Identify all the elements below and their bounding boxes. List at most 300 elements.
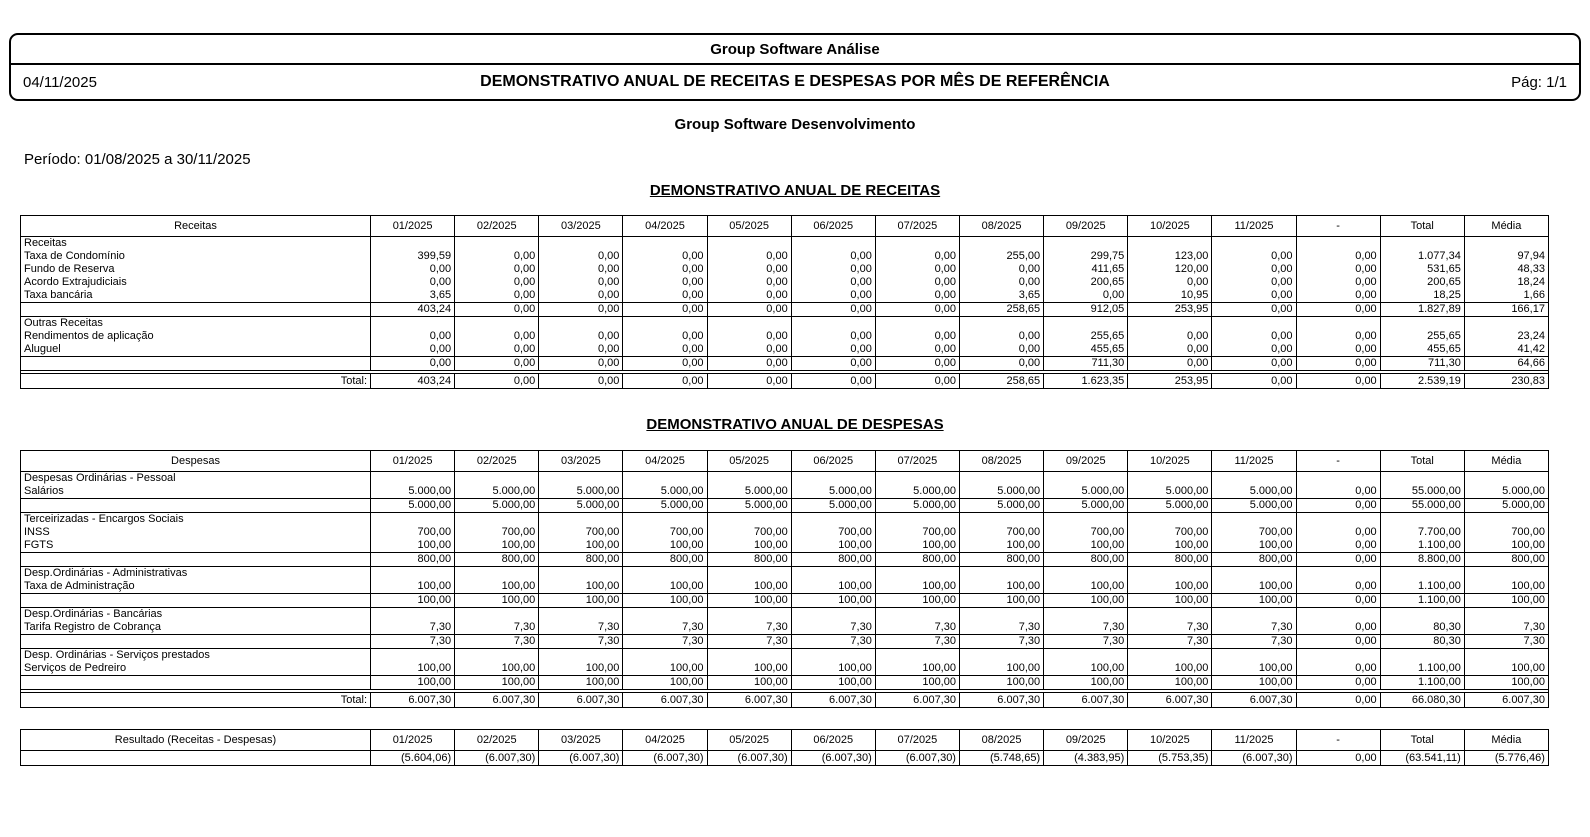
value-cell: 0,00 [1296,330,1380,343]
subtotal-cell: 7,30 [623,635,707,649]
value-cell: 0,00 [1296,539,1380,553]
column-header-month: 04/2025 [623,451,707,472]
subtotal-cell: 0,00 [455,357,539,371]
group-label: Terceirizadas - Encargos Sociais [21,513,371,527]
value-cell: 100,00 [1044,662,1128,676]
value-cell: 531,65 [1380,263,1464,276]
value-cell: 7,30 [1128,621,1212,635]
value-cell: 5.000,00 [371,485,455,499]
subtotal-cell: 403,24 [371,303,455,317]
empty-cell [623,608,707,622]
empty-cell [539,472,623,486]
subtotal-row [21,594,1549,608]
column-header-month: 03/2025 [539,216,623,237]
column-header-month: Média [1464,216,1548,237]
empty-cell [959,513,1043,527]
value-cell: 0,00 [1296,662,1380,676]
subtotal-cell: 100,00 [1464,594,1548,608]
column-header-month: 10/2025 [1128,216,1212,237]
column-header-month: 04/2025 [623,730,707,751]
empty-cell [875,472,959,486]
total-cell: 2.539,19 [1380,374,1464,389]
value-cell: 7.700,00 [1380,526,1464,539]
value-cell: 0,00 [455,330,539,343]
value-cell: 100,00 [1128,662,1212,676]
column-header-month: 05/2025 [707,730,791,751]
empty-cell [1464,567,1548,581]
value-cell: 0,00 [539,330,623,343]
total-cell: 6.007,30 [875,693,959,708]
subtotal-cell: 0,00 [1296,594,1380,608]
empty-cell [455,317,539,331]
empty-cell [791,237,875,251]
total-cell: 253,95 [1128,374,1212,389]
value-cell: 0,00 [1212,343,1296,357]
value-cell: 0,00 [539,289,623,303]
total-row [21,693,1549,708]
value-cell: 0,00 [623,250,707,263]
empty-cell [1212,513,1296,527]
value-cell: 411,65 [1044,263,1128,276]
value-cell: 0,00 [707,330,791,343]
column-header-month: 07/2025 [875,451,959,472]
value-cell: 700,00 [1464,526,1548,539]
subtotal-row [21,553,1549,567]
subtotal-cell: 7,30 [875,635,959,649]
group-label: Desp.Ordinárias - Bancárias [21,608,371,622]
value-cell: 455,65 [1044,343,1128,357]
column-header-month: 07/2025 [875,216,959,237]
subtotal-cell: 7,30 [455,635,539,649]
value-cell: 0,00 [959,263,1043,276]
empty-cell [455,237,539,251]
value-cell: 299,75 [1044,250,1128,263]
value-cell: 0,00 [1212,250,1296,263]
subtotal-cell: 5.000,00 [539,499,623,513]
empty-cell [875,317,959,331]
empty-cell [1296,608,1380,622]
value-cell: 0,00 [1296,485,1380,499]
subtotal-cell: 0,00 [875,357,959,371]
subtotal-cell: 7,30 [539,635,623,649]
total-cell: 6.007,30 [623,693,707,708]
value-cell: 0,00 [1296,621,1380,635]
column-header-month: Total [1380,451,1464,472]
value-cell: 255,65 [1044,330,1128,343]
subtotal-row [21,499,1549,513]
subtotal-cell: 0,00 [1296,499,1380,513]
column-header-month: Média [1464,451,1548,472]
value-cell: 18,25 [1380,289,1464,303]
subtotal-cell: 0,00 [791,357,875,371]
value-cell: 0,00 [791,343,875,357]
value-cell: 5.000,00 [791,485,875,499]
column-header-month: - [1296,216,1380,237]
column-header-month: 10/2025 [1128,730,1212,751]
empty-cell [791,649,875,663]
value-cell: 100,00 [959,580,1043,594]
column-header-month: Total [1380,730,1464,751]
value-cell: 100,00 [707,539,791,553]
empty-cell [1044,567,1128,581]
resultado-table-container [20,729,1548,766]
empty-cell [1212,567,1296,581]
column-header-month: 04/2025 [623,216,707,237]
value-cell: 0,00 [455,343,539,357]
subtotal-cell: 253,95 [1128,303,1212,317]
column-header-month: 09/2025 [1044,730,1128,751]
value-cell: 48,33 [1464,263,1548,276]
value-cell: 100,00 [1212,539,1296,553]
result-cell: (63.541,11) [1380,751,1464,766]
subtotal-cell: 5.000,00 [959,499,1043,513]
value-cell: 100,00 [371,580,455,594]
total-cell: 6.007,30 [1212,693,1296,708]
value-cell: 100,00 [791,539,875,553]
despesas-table-container [20,450,1548,708]
subtotal-cell: 5.000,00 [1044,499,1128,513]
row-label: Taxa de Condomínio [21,250,371,263]
value-cell: 255,65 [1380,330,1464,343]
value-cell: 0,00 [1296,580,1380,594]
value-cell: 7,30 [1464,621,1548,635]
value-cell: 100,00 [1044,580,1128,594]
empty-cell [1464,317,1548,331]
row-label: Acordo Extrajudiciais [21,276,371,289]
subtotal-cell: 100,00 [371,594,455,608]
column-header-month: 03/2025 [539,730,623,751]
value-cell: 7,30 [455,621,539,635]
subtotal-cell: 0,00 [1296,676,1380,690]
item-row [21,662,1549,676]
total-cell: 6.007,30 [1128,693,1212,708]
value-cell: 455,65 [1380,343,1464,357]
value-cell: 100,00 [1464,580,1548,594]
value-cell: 700,00 [1128,526,1212,539]
value-cell: 0,00 [1212,330,1296,343]
value-cell: 0,00 [1128,343,1212,357]
value-cell: 100,00 [959,662,1043,676]
total-cell: 0,00 [455,374,539,389]
empty-cell [1044,237,1128,251]
total-cell: 1.623,35 [1044,374,1128,389]
value-cell: 700,00 [455,526,539,539]
empty-cell [791,608,875,622]
value-cell: 100,00 [1212,580,1296,594]
item-row [21,330,1549,343]
column-header-month: 02/2025 [455,730,539,751]
subtotal-cell: 0,00 [623,303,707,317]
subtotal-cell: 7,30 [707,635,791,649]
value-cell: 0,00 [1212,289,1296,303]
value-cell: 100,00 [707,662,791,676]
empty-cell [875,567,959,581]
row-label: INSS [21,526,371,539]
column-header-month: Total [1380,216,1464,237]
value-cell: 100,00 [623,662,707,676]
value-cell: 700,00 [539,526,623,539]
value-cell: 0,00 [539,250,623,263]
group-row [21,237,1549,251]
empty-cell [1128,513,1212,527]
result-cell: (4.383,95) [1044,751,1128,766]
subtotal-cell: 7,30 [959,635,1043,649]
subtotal-cell: 100,00 [623,594,707,608]
group-row [21,513,1549,527]
subtotal-cell: 100,00 [539,594,623,608]
empty-cell [1380,237,1464,251]
empty-cell [539,567,623,581]
empty-cell [1464,472,1548,486]
total-cell: 230,83 [1464,374,1548,389]
table-header-row [21,730,1549,751]
resultado-table [20,729,1549,766]
empty-cell [539,608,623,622]
total-cell: 0,00 [1296,693,1380,708]
total-cell: 6.007,30 [1464,693,1548,708]
value-cell: 5.000,00 [455,485,539,499]
row-label: Rendimentos de aplicação [21,330,371,343]
subtotal-cell: 80,30 [1380,635,1464,649]
value-cell: 1.100,00 [1380,662,1464,676]
empty-cell [623,317,707,331]
value-cell: 0,00 [539,343,623,357]
value-cell: 100,00 [371,662,455,676]
total-cell: 6.007,30 [371,693,455,708]
subtotal-cell: 800,00 [875,553,959,567]
empty-cell [791,567,875,581]
value-cell: 0,00 [1044,289,1128,303]
value-cell: 1.100,00 [1380,580,1464,594]
item-row [21,289,1549,303]
empty-cell [1044,513,1128,527]
subtotal-cell: 100,00 [791,594,875,608]
value-cell: 23,24 [1464,330,1548,343]
subtotal-cell: 100,00 [707,594,791,608]
group-label: Desp.Ordinárias - Administrativas [21,567,371,581]
empty-cell [1044,472,1128,486]
total-cell: 0,00 [623,374,707,389]
value-cell: 0,00 [539,263,623,276]
empty-cell [1380,608,1464,622]
empty-cell [791,317,875,331]
subtotal-cell: 7,30 [1128,635,1212,649]
column-header-month: 08/2025 [959,730,1043,751]
subtotal-cell: 912,05 [1044,303,1128,317]
subtotal-cell: 0,00 [371,357,455,371]
item-row [21,539,1549,553]
total-cell: 258,65 [959,374,1043,389]
despesas-table [20,450,1549,708]
receitas-section-title: DEMONSTRATIVO ANUAL DE RECEITAS [649,182,941,199]
subtotal-cell: 0,00 [791,303,875,317]
item-row [21,485,1549,499]
value-cell: 0,00 [623,289,707,303]
value-cell: 5.000,00 [1128,485,1212,499]
column-header-month: 02/2025 [455,451,539,472]
value-cell: 5.000,00 [1044,485,1128,499]
value-cell: 0,00 [1128,330,1212,343]
empty-cell [1464,649,1548,663]
value-cell: 10,95 [1128,289,1212,303]
item-row [21,276,1549,289]
empty-cell [455,608,539,622]
value-cell: 0,00 [371,276,455,289]
value-cell: 700,00 [875,526,959,539]
page-indicator: Pág: 1/1 [1511,73,1567,91]
value-cell: 7,30 [707,621,791,635]
empty-cell [371,608,455,622]
empty-cell [1380,567,1464,581]
subtotal-label [21,676,371,690]
column-header-month: 03/2025 [539,451,623,472]
subtotal-cell: 100,00 [1128,594,1212,608]
empty-cell [371,317,455,331]
column-header-month: 09/2025 [1044,216,1128,237]
period-label: Período: 01/08/2025 a 30/11/2025 [24,151,251,168]
group-row [21,317,1549,331]
column-header-month: 11/2025 [1212,730,1296,751]
subtotal-cell: 0,00 [875,303,959,317]
value-cell: 100,00 [1128,580,1212,594]
subtotal-cell: 800,00 [539,553,623,567]
value-cell: 80,30 [1380,621,1464,635]
value-cell: 0,00 [371,343,455,357]
value-cell: 100,00 [623,539,707,553]
value-cell: 200,65 [1044,276,1128,289]
empty-cell [707,317,791,331]
column-header-label: Despesas [21,451,371,472]
value-cell: 0,00 [791,289,875,303]
empty-cell [623,513,707,527]
empty-cell [875,608,959,622]
subtotal-row [21,676,1549,690]
empty-cell [959,608,1043,622]
value-cell: 0,00 [1128,276,1212,289]
empty-cell [539,649,623,663]
subtotal-cell: 5.000,00 [707,499,791,513]
value-cell: 0,00 [875,276,959,289]
row-label: Taxa de Administração [21,580,371,594]
value-cell: 0,00 [791,330,875,343]
empty-cell [455,649,539,663]
group-label: Receitas [21,237,371,251]
value-cell: 7,30 [623,621,707,635]
empty-cell [1128,649,1212,663]
value-cell: 700,00 [623,526,707,539]
subtotal-cell: 100,00 [1212,676,1296,690]
value-cell: 1.077,34 [1380,250,1464,263]
result-cell: (6.007,30) [539,751,623,766]
empty-cell [707,567,791,581]
empty-cell [1296,472,1380,486]
subtotal-cell: 711,30 [1044,357,1128,371]
value-cell: 0,00 [707,276,791,289]
subtotal-cell: 8.800,00 [1380,553,1464,567]
subtotal-label [21,357,371,371]
subtotal-cell: 800,00 [1464,553,1548,567]
subtotal-cell: 100,00 [1464,676,1548,690]
total-cell: 0,00 [707,374,791,389]
empty-cell [1128,472,1212,486]
subtotal-cell: 0,00 [1296,553,1380,567]
result-cell: (6.007,30) [707,751,791,766]
subtotal-cell: 55.000,00 [1380,499,1464,513]
subtotal-row [21,635,1549,649]
subtotal-cell: 800,00 [1212,553,1296,567]
empty-cell [1212,472,1296,486]
value-cell: 0,00 [707,289,791,303]
value-cell: 0,00 [875,330,959,343]
value-cell: 0,00 [455,276,539,289]
subtotal-cell: 5.000,00 [371,499,455,513]
item-row [21,580,1549,594]
subtotal-cell: 800,00 [791,553,875,567]
empty-cell [371,567,455,581]
value-cell: 0,00 [455,250,539,263]
column-header-month: 01/2025 [371,451,455,472]
subtotal-cell: 100,00 [455,676,539,690]
empty-cell [1464,513,1548,527]
empty-cell [1296,237,1380,251]
item-row [21,263,1549,276]
total-cell: 403,24 [371,374,455,389]
group-label: Despesas Ordinárias - Pessoal [21,472,371,486]
value-cell: 1,66 [1464,289,1548,303]
empty-cell [455,567,539,581]
receitas-table-container [20,215,1548,389]
report-header-box [9,33,1581,101]
value-cell: 5.000,00 [707,485,791,499]
subtotal-cell: 800,00 [455,553,539,567]
value-cell: 7,30 [539,621,623,635]
value-cell: 0,00 [959,330,1043,343]
value-cell: 100,00 [539,580,623,594]
subtotal-cell: 5.000,00 [1464,499,1548,513]
subtotal-cell: 0,00 [1296,303,1380,317]
total-cell: 6.007,30 [791,693,875,708]
value-cell: 0,00 [707,263,791,276]
value-cell: 5.000,00 [1464,485,1548,499]
value-cell: 700,00 [791,526,875,539]
empty-cell [707,237,791,251]
empty-cell [1380,317,1464,331]
value-cell: 100,00 [875,580,959,594]
empty-cell [455,472,539,486]
report-date: 04/11/2025 [23,73,97,91]
group-row [21,567,1549,581]
column-header-month: 09/2025 [1044,451,1128,472]
value-cell: 5.000,00 [623,485,707,499]
value-cell: 7,30 [1212,621,1296,635]
subtotal-cell: 64,66 [1464,357,1548,371]
column-header-month: - [1296,730,1380,751]
subtotal-cell: 100,00 [959,594,1043,608]
subtotal-cell: 800,00 [1044,553,1128,567]
subtotal-cell: 7,30 [1212,635,1296,649]
column-header-label: Resultado (Receitas - Despesas) [21,730,371,751]
result-cell: (6.007,30) [455,751,539,766]
empty-cell [707,608,791,622]
column-header-month: Média [1464,730,1548,751]
empty-cell [1212,237,1296,251]
empty-cell [371,472,455,486]
total-cell: 6.007,30 [959,693,1043,708]
value-cell: 0,00 [959,276,1043,289]
value-cell: 100,00 [455,539,539,553]
subtotal-row [21,303,1549,317]
subtotal-cell: 711,30 [1380,357,1464,371]
